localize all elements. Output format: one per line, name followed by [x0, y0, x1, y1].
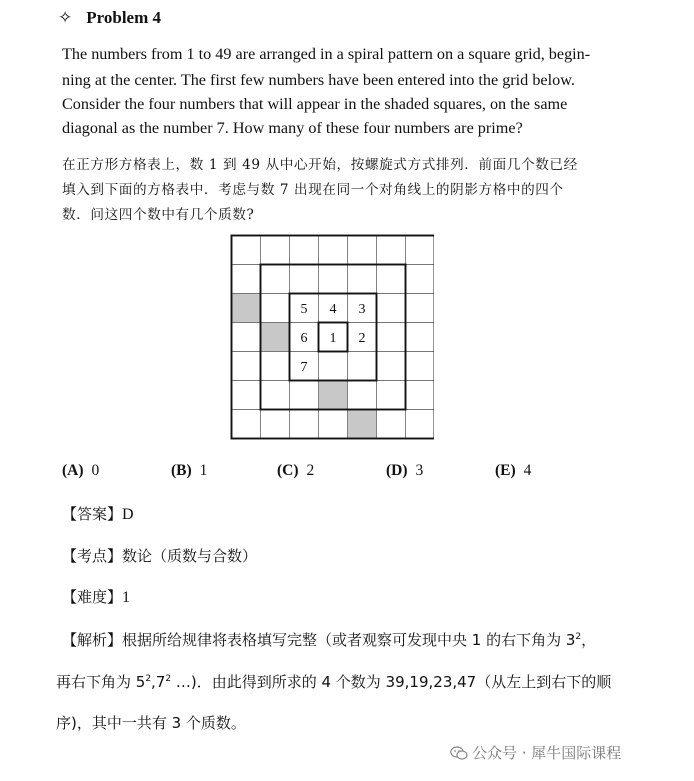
shaded-cell — [232, 294, 261, 323]
difficulty-value: 1 — [122, 589, 131, 606]
shaded-cell — [348, 410, 377, 439]
choice-value: 0 — [91, 462, 100, 479]
problem-text-line: ning at the center. The first few numbers have been entered into the grid below. — [62, 71, 575, 89]
analysis-text: ,7 — [151, 673, 166, 691]
choice-d[interactable] — [386, 462, 423, 480]
grid-number: 7 — [300, 360, 308, 375]
analysis-text: 序)，其中一共有 3 个质数。 — [56, 714, 246, 732]
choice-value: 1 — [199, 462, 208, 479]
choice-value: 4 — [523, 462, 532, 479]
analysis-text: 再右下角为 5 — [56, 673, 146, 691]
analysis-line — [56, 671, 611, 692]
analysis-line — [56, 712, 246, 733]
choice-letter: (C) — [277, 462, 299, 479]
problem-text-line: diagonal as the number 7. How many of these four numbers are prime? — [62, 119, 523, 137]
choice-b[interactable] — [171, 462, 207, 480]
shaded-cell — [261, 323, 290, 352]
topic-line — [62, 545, 257, 566]
analysis-label: 【解析】 — [62, 631, 123, 649]
grid-number: 2 — [358, 331, 366, 346]
difficulty-line — [62, 586, 130, 607]
choice-value: 3 — [415, 462, 424, 479]
difficulty-label: 【难度】 — [62, 588, 123, 606]
problem-title: Problem 4 — [86, 8, 162, 27]
topic-label: 【考点】 — [62, 547, 123, 565]
watermark — [450, 742, 621, 763]
problem-text-chinese-line: 在正方形方格表上，数 1 到 49 从中心开始，按螺旋式方式排列．前面几个数已经 — [62, 157, 578, 173]
topic-value: 数论（质数与合数） — [122, 547, 258, 565]
answer-value: D — [122, 506, 134, 523]
superscript: 2 — [165, 674, 172, 684]
choice-letter: (D) — [386, 462, 408, 479]
choice-a[interactable] — [62, 462, 99, 480]
analysis-line — [62, 629, 596, 650]
superscript: 2 — [145, 674, 152, 684]
superscript: 2 — [575, 632, 582, 642]
grid-number: 5 — [300, 302, 308, 317]
watermark-text: 公众号 · 犀牛国际课程 — [472, 744, 622, 762]
analysis-text: …)．由此得到所求的 4 个数为 39,19,23,47（从左上到右下的顺 — [171, 673, 612, 691]
grid-number: 3 — [358, 302, 366, 317]
problem-heading — [58, 8, 161, 28]
spiral-grid — [230, 234, 434, 440]
problem-text-line: The numbers from 1 to 49 are arranged in a spiral pattern on a square grid, begin- — [62, 45, 591, 63]
answer-label: 【答案】 — [62, 505, 123, 523]
shaded-cell — [319, 381, 348, 410]
problem-text-chinese-line: 数．问这四个数中有几个质数? — [62, 207, 255, 223]
wechat-icon — [450, 746, 468, 760]
choice-e[interactable] — [495, 462, 531, 480]
problem-text-line: Consider the four numbers that will appear in the shaded squares, on the same — [62, 95, 568, 113]
choice-letter: (B) — [171, 462, 192, 479]
grid-number: 4 — [329, 302, 337, 317]
choice-c[interactable] — [277, 462, 314, 480]
diamond-icon: ✧ — [58, 8, 73, 27]
choice-letter: (A) — [62, 462, 84, 479]
choice-letter: (E) — [495, 462, 516, 479]
analysis-text: 根据所给规律将表格填写完整（或者观察可发现中央 1 的右下角为 3 — [122, 631, 576, 649]
grid-number: 1 — [329, 331, 337, 346]
analysis-text: ， — [581, 631, 597, 649]
problem-text-chinese-line: 填入到下面的方格表中．考虑与数 7 出现在同一个对角线上的阴影方格中的四个 — [62, 182, 564, 198]
answer-line — [62, 503, 134, 524]
choice-value: 2 — [306, 462, 315, 479]
grid-number: 6 — [300, 331, 308, 346]
